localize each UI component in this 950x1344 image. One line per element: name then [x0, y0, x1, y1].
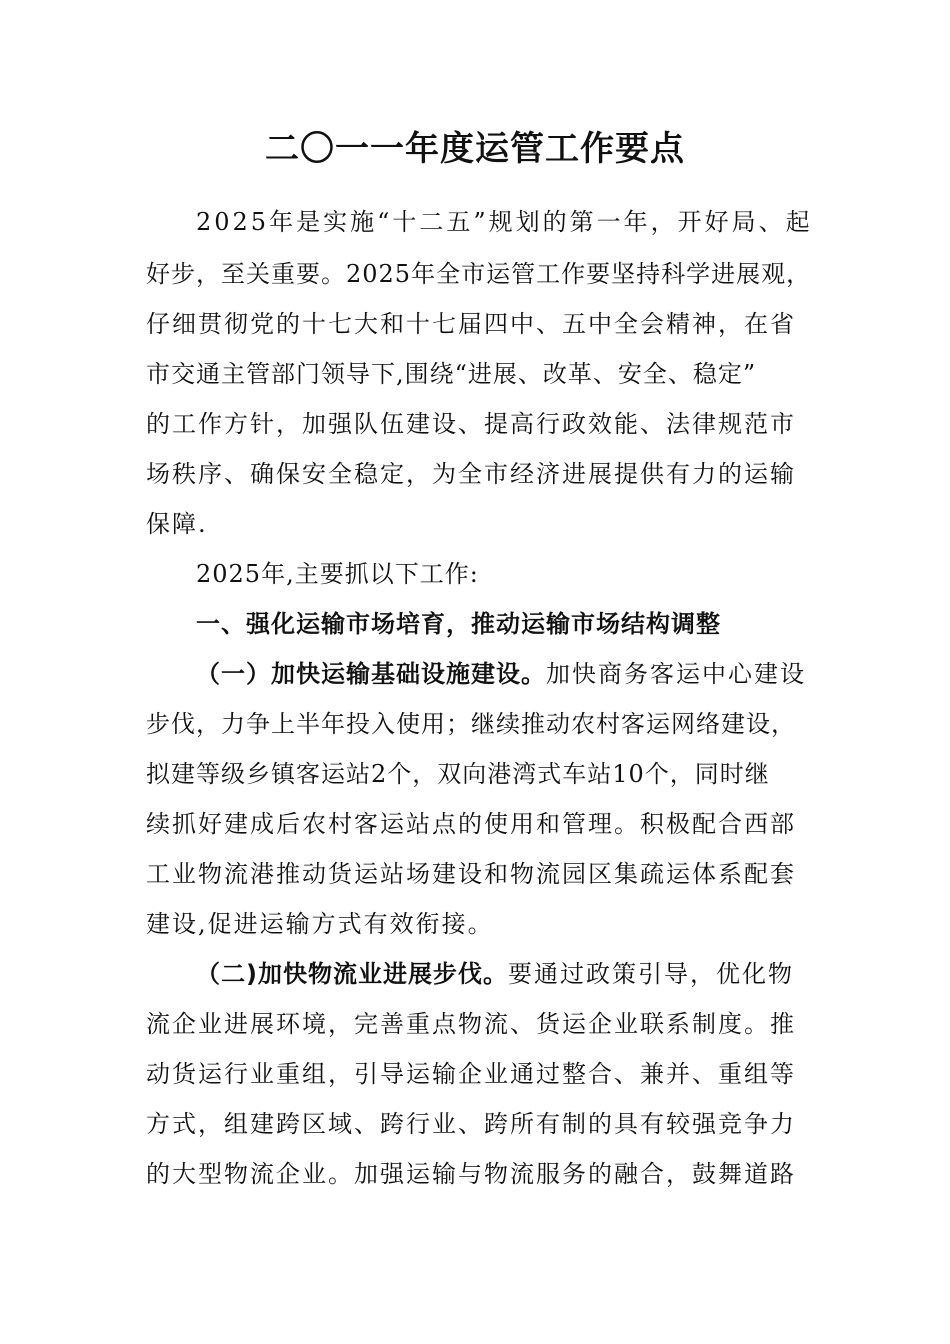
intro-line: 好步，至关重要。2025年全市运管工作要坚持科学进展观，	[146, 260, 812, 288]
intro-line: 仔细贯彻党的十七大和十七届四中、五中全会精神，在省	[146, 310, 796, 338]
item-line: 步伐，力争上半年投入使用；继续推动农村客运网络建设，	[146, 710, 796, 738]
item-first-line	[196, 654, 816, 694]
item-line: 流企业进展环境，完善重点物流、货运企业联系制度。推	[146, 1010, 796, 1038]
lead-in-line: 2025年,主要抓以下工作:	[196, 560, 479, 588]
item-line: 续抓好建成后农村客运站点的使用和管理。积极配合西部	[146, 810, 796, 838]
item-first-line	[196, 954, 816, 994]
item-heading: （一）加快运输基础设施建设。	[196, 660, 546, 688]
document-title: 二〇一一年度运管工作要点	[265, 129, 685, 169]
item-line: 动货运行业重组，引导运输企业通过整合、兼并、重组等	[146, 1060, 796, 1088]
item-line: 的大型物流企业。加强运输与物流服务的融合，鼓舞道路	[146, 1160, 796, 1188]
item-text: 要通过政策引导，优化物	[507, 960, 794, 988]
intro-line: 市交通主管部门领导下,围绕“进展、改革、安全、稳定”	[146, 360, 757, 388]
intro-line: 2025年是实施“十二五”规划的第一年，开好局、起	[196, 208, 813, 236]
intro-line: 场秩序、确保安全稳定，为全市经济进展提供有力的运输	[146, 460, 796, 488]
item-line: 建设,促进运输方式有效衔接。	[146, 910, 494, 938]
item-text: 加快商务客运中心建设	[546, 660, 806, 688]
item-line: 方式，组建跨区域、跨行业、跨所有制的具有较强竞争力	[146, 1110, 796, 1138]
section-heading: 一、强化运输市场培育，推动运输市场结构调整	[196, 610, 721, 638]
item-line: 工业物流港推动货运站场建设和物流园区集疏运体系配套	[146, 860, 796, 888]
item-line: 拟建等级乡镇客运站2个，双向港湾式车站10个，同时继	[146, 760, 770, 788]
intro-line: 保障.	[146, 510, 208, 538]
intro-line: 的工作方针，加强队伍建设、提高行政效能、法律规范市	[146, 410, 796, 438]
item-heading: （二)加快物流业进展步伐。	[196, 960, 508, 988]
